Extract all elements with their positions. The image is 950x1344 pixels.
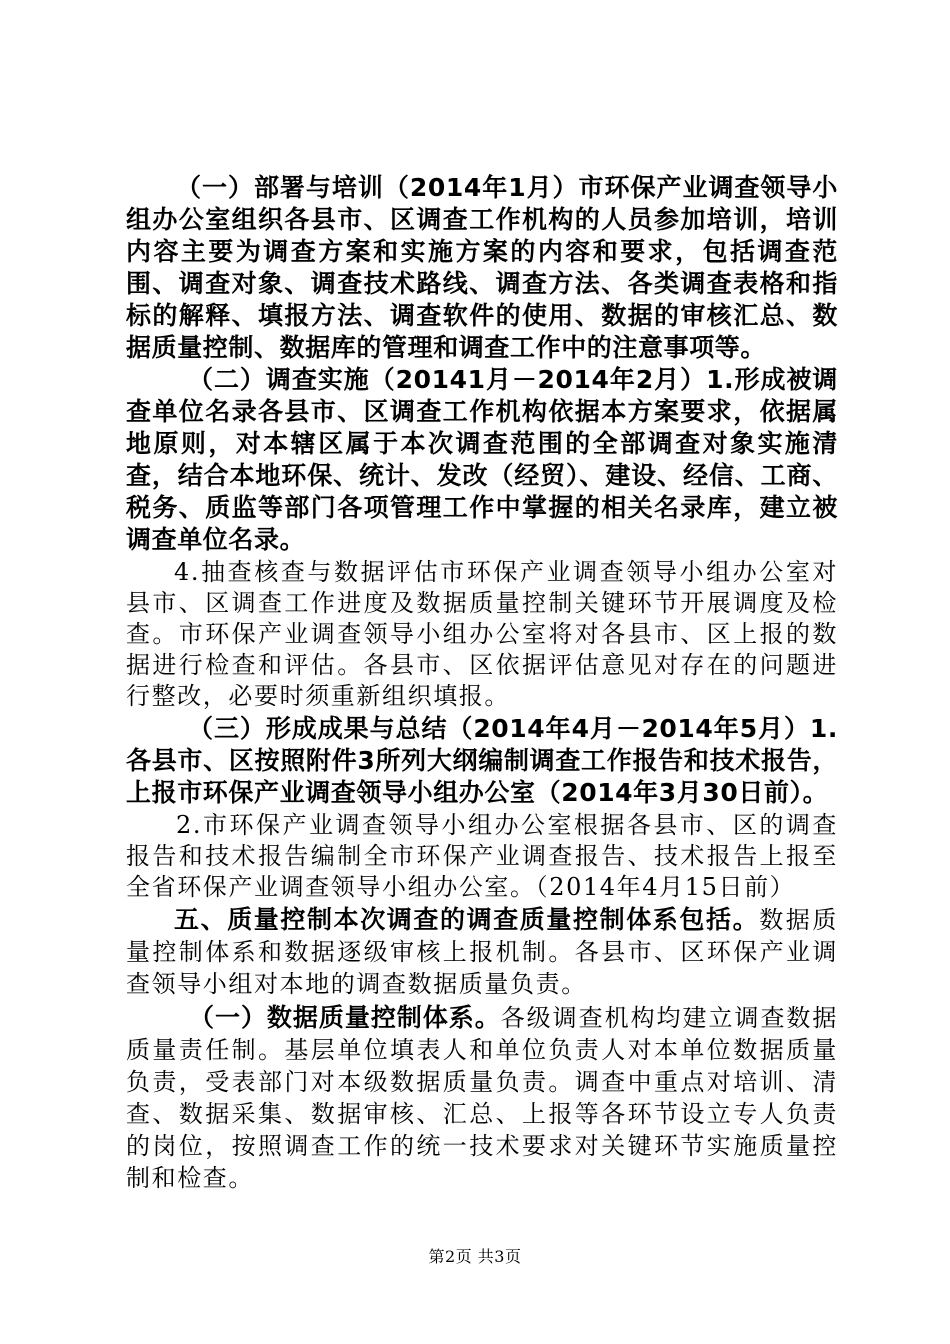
document-body: [126, 172, 838, 1195]
paragraph-survey-implementation: （二）调查实施（20141月－2014年2月）1.形成被调查单位名录各县市、区调查工作机构依据本方案要求，依据属地原则，对本辖区属于本次调查范围的全部调查对象实施清查，结合本地环保、统计、发改（经贸）、建设、经信、工商、税务、质监等部门各项管理工作中掌握的相关名录库，建立被调查单位名录。: [126, 365, 838, 554]
section-body-data-quality-system: 各级调查机构均建立调查数据质量责任制。基层单位填表人和单位负责人对本单位数据质量负责，受表部门对本级数据质量负责。调查中重点对培训、清查、数据采集、数据审核、汇总、上报等各环节设立专人负责的岗位，按照调查工作的统一技术要求对关键环节实施质量控制和检查。: [126, 1004, 838, 1192]
section-heading-data-quality-system: （一）数据质量控制体系。: [189, 1003, 501, 1032]
paragraph-data-quality-system: [126, 1002, 838, 1195]
paragraph-deployment-training: （一）部署与培训（2014年1月）市环保产业调查领导小组办公室组织各县市、区调查工作机构的人员参加培训，培训内容主要为调查方案和实施方案的内容和要求，包括调查范围、调查对象、调查技术路线、调查方法、各类调查表格和指标的解释、填报方法、调查软件的使用、数据的审核汇总、数据质量控制、数据库的管理和调查工作中的注意事项等。: [126, 173, 838, 362]
paragraph-spot-check: 4.抽查核查与数据评估市环保产业调查领导小组办公室对县市、区调查工作进度及数据质量控制关键环节开展调度及检查。市环保产业调查领导小组办公室将对各县市、区上报的数据进行检查和评估。各县市、区依据评估意见对存在的问题进行整改，必要时须重新组织填报。: [126, 558, 838, 710]
page-footer: 第2页 共3页: [428, 1247, 522, 1266]
paragraph-results-summary: （三）形成成果与总结（2014年4月－2014年5月）1.各县市、区按照附件3所列大纲编制调查工作报告和技术报告，上报市环保产业调查领导小组办公室（2014年3月30日前）。: [126, 714, 838, 807]
section-body-quality-control: 数据质量控制体系和数据逐级审核上报机制。各县市、区环保产业调查领导小组对本地的调查数据质量负责。: [126, 906, 838, 998]
paragraph-city-report: 2.市环保产业调查领导小组办公室根据各县市、区的调查报告和技术报告编制全市环保产业调查报告、技术报告上报至全省环保产业调查领导小组办公室。（2014年4月15日前）: [126, 811, 838, 901]
section-heading-quality-control: 五、质量控制本次调查的调查质量控制体系包括。: [174, 905, 760, 934]
paragraph-quality-control: [126, 904, 838, 1001]
